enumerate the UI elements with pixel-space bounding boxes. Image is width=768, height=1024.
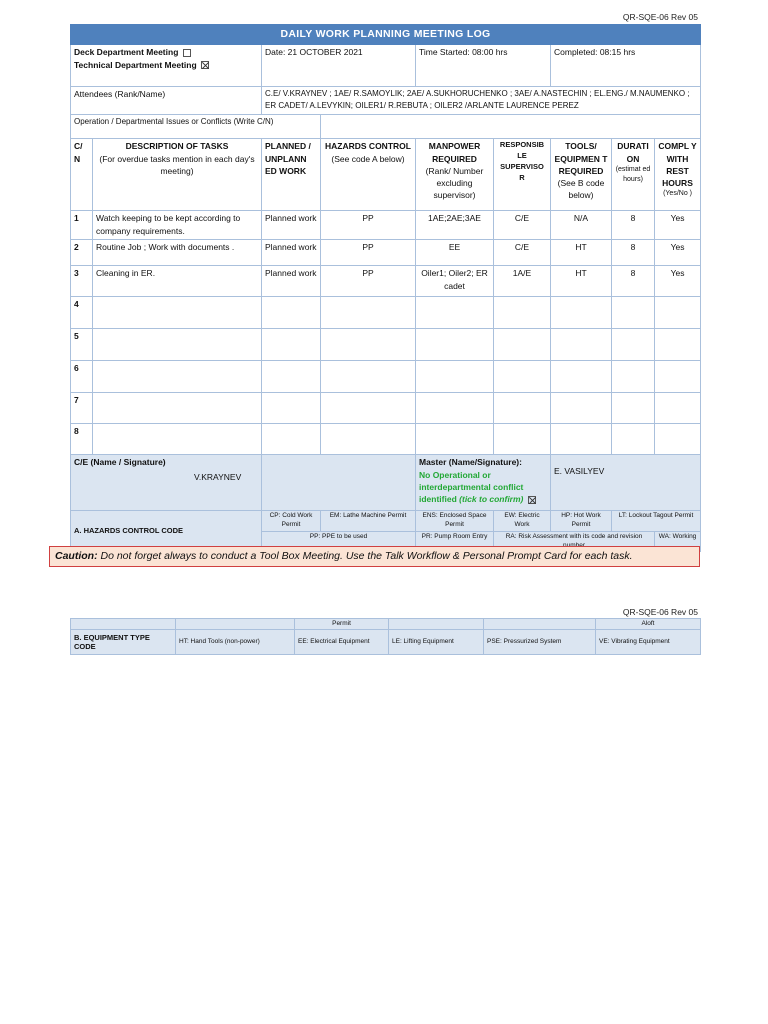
table-row [71, 393, 701, 424]
task-duration: 8 [612, 266, 655, 297]
task-manpower [416, 297, 494, 329]
meeting-date: Date: 21 OCTOBER 2021 [262, 45, 416, 87]
task-comply: Yes [655, 240, 701, 266]
task-responsible [494, 393, 551, 424]
task-number: 4 [71, 297, 93, 329]
task-comply [655, 361, 701, 393]
task-comply [655, 424, 701, 455]
log-title: DAILY WORK PLANNING MEETING LOG [71, 25, 701, 45]
task-comply: Yes [655, 211, 701, 240]
equipment-code-ee: EE: Electrical Equipment [295, 630, 389, 655]
equipment-code-pse: PSE: Pressurized System [484, 630, 596, 655]
operation-issues-value [321, 115, 701, 139]
task-description: Cleaning in ER. [93, 266, 262, 297]
task-duration [612, 329, 655, 361]
hazard-code-em: EM: Lathe Machine Permit [321, 511, 416, 532]
table-row [71, 297, 701, 329]
task-manpower: EE [416, 240, 494, 266]
task-hazards: PP [321, 211, 416, 240]
task-hazards: PP [321, 266, 416, 297]
caution-label: Caution: [55, 550, 98, 562]
task-duration: 8 [612, 240, 655, 266]
table-row [71, 211, 701, 240]
task-manpower: 1AE;2AE;3AE [416, 211, 494, 240]
header-description: DESCRIPTION OF TASKS (For overdue tasks mention in each day's meeting) [93, 139, 262, 211]
task-rows [71, 211, 701, 455]
task-hazards [321, 361, 416, 393]
task-responsible [494, 361, 551, 393]
task-manpower [416, 424, 494, 455]
hazard-code-pp: PP: PPE to be used [262, 531, 416, 552]
task-responsible: C/E [494, 240, 551, 266]
task-hazards: PP [321, 240, 416, 266]
task-number: 8 [71, 424, 93, 455]
attendees-line-1: C.E/ V.KRAYNEV ; 1AE/ R.SAMOYLIK; 2AE/ A.SUKHORUCHENKO ; 3AE/ A.NASTECHIN ; EL.ENG./ M.NAUMENKO ; [265, 89, 690, 99]
table-row [71, 266, 701, 297]
technical-meeting-label: Technical Department Meeting [74, 59, 197, 70]
task-number: 7 [71, 393, 93, 424]
task-duration: 8 [612, 211, 655, 240]
header-planned: PLANNED / UNPLANN ED WORK [262, 139, 321, 211]
task-manpower: Oiler1; Oiler2; ER cadet [416, 266, 494, 297]
task-tools: HT [551, 266, 612, 297]
task-planned [262, 361, 321, 393]
equipment-code-le: LE: Lifting Equipment [389, 630, 484, 655]
task-duration [612, 424, 655, 455]
task-comply [655, 393, 701, 424]
meeting-type-cell [71, 45, 262, 87]
doc-reference-page2: QR-SQE-06 Rev 05 [622, 607, 698, 617]
header-tools: TOOLS/ EQUIPMEN T REQUIRED (See B code below) [551, 139, 612, 211]
caution-banner [49, 546, 700, 567]
task-tools [551, 329, 612, 361]
aloft-continued: Aloft [596, 619, 701, 630]
hazard-code-cp: CP: Cold Work Permit [262, 511, 321, 532]
table-row [71, 424, 701, 455]
task-manpower [416, 393, 494, 424]
work-planning-log-table [70, 24, 701, 552]
task-duration [612, 361, 655, 393]
task-number: 6 [71, 361, 93, 393]
equipment-code-table [70, 618, 701, 655]
task-hazards [321, 424, 416, 455]
doc-reference: QR-SQE-06 Rev 05 [622, 12, 698, 22]
header-comply: COMPL Y WITH REST HOURS (Yes/No ) [655, 139, 701, 211]
task-responsible: C/E [494, 211, 551, 240]
task-planned [262, 297, 321, 329]
task-comply [655, 329, 701, 361]
no-conflict-text: No Operational or interdepartmental conflict identified [419, 469, 524, 505]
caution-text: Do not forget always to conduct a Tool Box Meeting. Use the Talk Workflow & Personal Prompt Card for each task. [97, 550, 633, 562]
hazard-code-pr: PR: Pump Room Entry [416, 531, 494, 552]
task-responsible: 1A/E [494, 266, 551, 297]
header-duration: DURATI ON (estimat ed hours) [612, 139, 655, 211]
task-hazards [321, 297, 416, 329]
task-description: Watch keeping to be kept according to company requirements. [93, 211, 262, 240]
master-signature-label: Master (Name/Signature): [419, 457, 522, 468]
task-number: 3 [71, 266, 93, 297]
task-description [93, 361, 262, 393]
hazard-code-wa: WA: Working [655, 531, 701, 552]
time-started: Time Started: 08:00 hrs [416, 45, 551, 87]
operation-issues-label: Operation / Departmental Issues or Conflicts (Write C/N) [71, 115, 321, 139]
task-tools [551, 361, 612, 393]
equipment-code-label: B. EQUIPMENT TYPE CODE [71, 630, 176, 655]
header-hazards: HAZARDS CONTROL (See code A below) [321, 139, 416, 211]
technical-meeting-checkbox[interactable] [201, 61, 209, 69]
equipment-code-ht: HT: Hand Tools (non-power) [176, 630, 295, 655]
task-tools [551, 393, 612, 424]
table-row [71, 329, 701, 361]
task-description [93, 297, 262, 329]
task-number: 1 [71, 211, 93, 240]
hazard-code-ra: RA: Risk Assessment with its code and revision [494, 531, 655, 552]
table-row [71, 240, 701, 266]
deck-meeting-checkbox[interactable] [183, 49, 191, 57]
task-hazards [321, 393, 416, 424]
task-planned: Planned work [262, 266, 321, 297]
task-manpower [416, 329, 494, 361]
master-signature-cell [416, 455, 551, 511]
hazard-code-ens: ENS: Enclosed Space Permit [416, 511, 494, 532]
task-number: 2 [71, 240, 93, 266]
task-description [93, 393, 262, 424]
hazard-code-lt: LT: Lockout Tagout Permit [612, 511, 701, 532]
task-number: 5 [71, 329, 93, 361]
task-tools [551, 424, 612, 455]
header-responsible: RESPONSIB LE SUPERVISO R [494, 139, 551, 211]
header-manpower: MANPOWER REQUIRED (Rank/ Number excluding supervisor) [416, 139, 494, 211]
task-planned [262, 393, 321, 424]
permit-continued: Permit [295, 619, 389, 630]
attendees-label: Attendees (Rank/Name) [71, 87, 262, 115]
task-tools: HT [551, 240, 612, 266]
ce-name: V.KRAYNEV [194, 471, 242, 482]
deck-meeting-label: Deck Department Meeting [74, 47, 179, 58]
table-row [71, 361, 701, 393]
task-duration [612, 297, 655, 329]
equipment-code-ve: VE: Vibrating Equipment [596, 630, 701, 655]
ce-signature-label: C/E (Name / Signature) [74, 457, 166, 468]
task-description [93, 329, 262, 361]
hazard-code-ew: EW: Electric Work [494, 511, 551, 532]
task-responsible [494, 424, 551, 455]
hazard-code-hp: HP: Hot Work Permit [551, 511, 612, 532]
time-completed: Completed: 08:15 hrs [551, 45, 701, 87]
task-tools [551, 297, 612, 329]
task-comply [655, 297, 701, 329]
task-manpower [416, 361, 494, 393]
attendees-line-2: ER CADET/ A.LEVYKIN; OILER1/ R.REBUTA ; OILER2 /ARLANTE LAURENCE PEREZ [265, 100, 579, 110]
hazards-code-label: A. HAZARDS CONTROL CODE [71, 511, 262, 552]
task-duration [612, 393, 655, 424]
task-comply: Yes [655, 266, 701, 297]
attendees-list [262, 87, 701, 115]
task-planned: Planned work [262, 240, 321, 266]
task-description [93, 424, 262, 455]
task-hazards [321, 329, 416, 361]
ce-signature-area[interactable] [262, 455, 416, 511]
task-planned: Planned work [262, 211, 321, 240]
task-description: Routine Job ; Work with documents . [93, 240, 262, 266]
task-responsible [494, 329, 551, 361]
task-planned [262, 329, 321, 361]
task-responsible [494, 297, 551, 329]
ce-signature-cell [71, 455, 262, 511]
tick-confirm-text: (tick to confirm) [459, 494, 524, 505]
master-name: E. VASILYEV [551, 455, 701, 511]
task-tools: N/A [551, 211, 612, 240]
task-planned [262, 424, 321, 455]
header-cn: C/ N [71, 139, 93, 211]
no-conflict-checkbox[interactable] [528, 496, 536, 504]
